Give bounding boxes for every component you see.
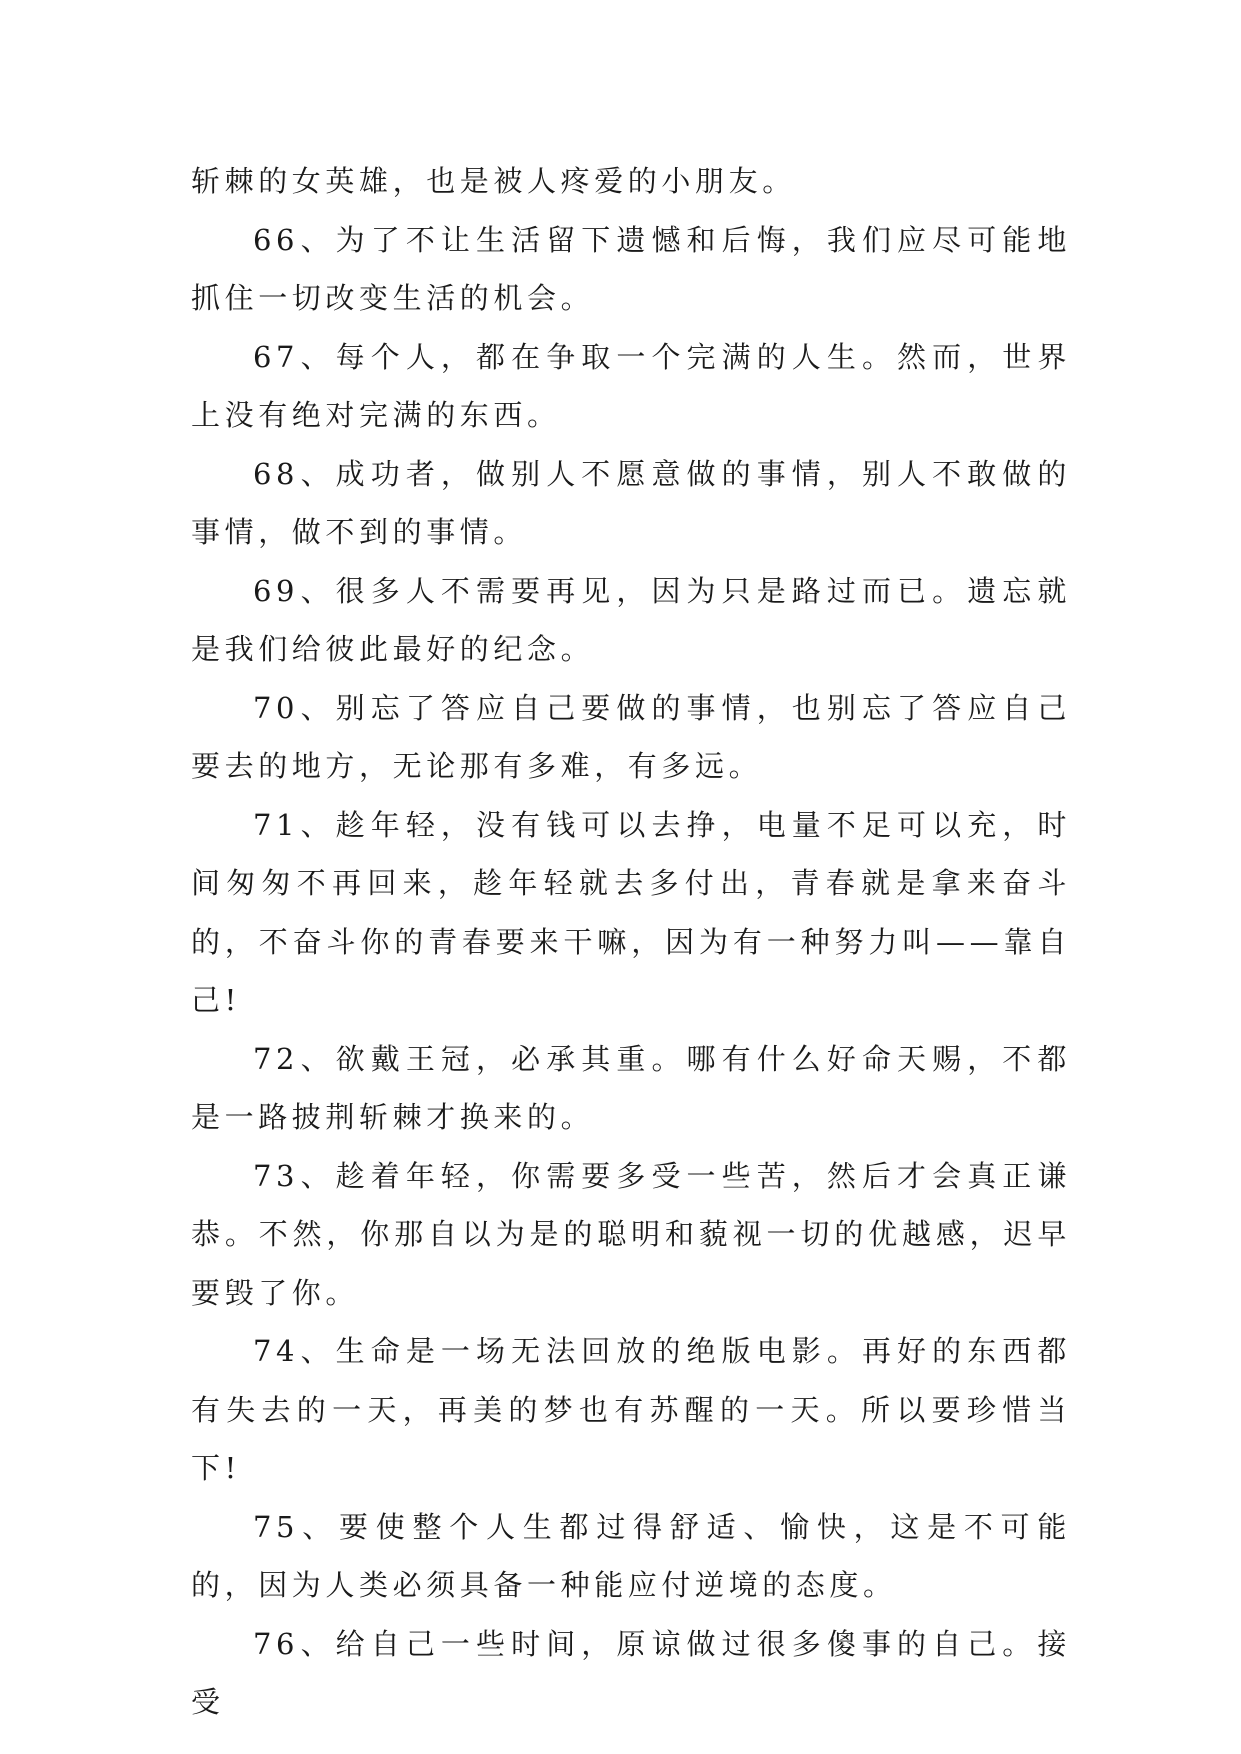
- paragraph-71: 71、趁年轻，没有钱可以去挣，电量不足可以充，时间匆匆不再回来，趁年轻就去多付出，青春就是拿来奋斗的，不奋斗你的青春要来干嘛，因为有一种努力叫——靠自己!: [191, 807, 1071, 1017]
- paragraph-69: 69、很多人不需要再见，因为只是路过而已。遗忘就是我们给彼此最好的纪念。: [191, 573, 1071, 666]
- paragraph-72: 72、欲戴王冠，必承其重。哪有什么好命天赐，不都是一路披荆斩棘才换来的。: [191, 1041, 1071, 1134]
- paragraph-66: 66、为了不让生活留下遗憾和后悔，我们应尽可能地抓住一切改变生活的机会。: [191, 222, 1071, 315]
- paragraph-73: 73、趁着年轻，你需要多受一些苦，然后才会真正谦恭。不然，你那自以为是的聪明和藐视一切的优越感，迟早要毁了你。: [191, 1158, 1071, 1310]
- body-text: [191, 152, 1071, 1732]
- paragraph-76: 76、给自己一些时间，原谅做过很多傻事的自己。接受: [191, 1626, 1071, 1719]
- paragraph-75: 75、要使整个人生都过得舒适、愉快，这是不可能的，因为人类必须具备一种能应付逆境的态度。: [191, 1509, 1071, 1602]
- paragraph-continuation: 斩棘的女英雄，也是被人疼爱的小朋友。: [191, 164, 796, 198]
- paragraph-70: 70、别忘了答应自己要做的事情，也别忘了答应自己要去的地方，无论那有多难，有多远。: [191, 690, 1071, 783]
- paragraph-74: 74、生命是一场无法回放的绝版电影。再好的东西都有失去的一天，再美的梦也有苏醒的一天。所以要珍惜当下!: [191, 1334, 1071, 1485]
- paragraph-67: 67、每个人，都在争取一个完满的人生。然而，世界上没有绝对完满的东西。: [191, 339, 1071, 432]
- paragraph-68: 68、成功者，做别人不愿意做的事情，别人不敢做的事情，做不到的事情。: [191, 456, 1071, 549]
